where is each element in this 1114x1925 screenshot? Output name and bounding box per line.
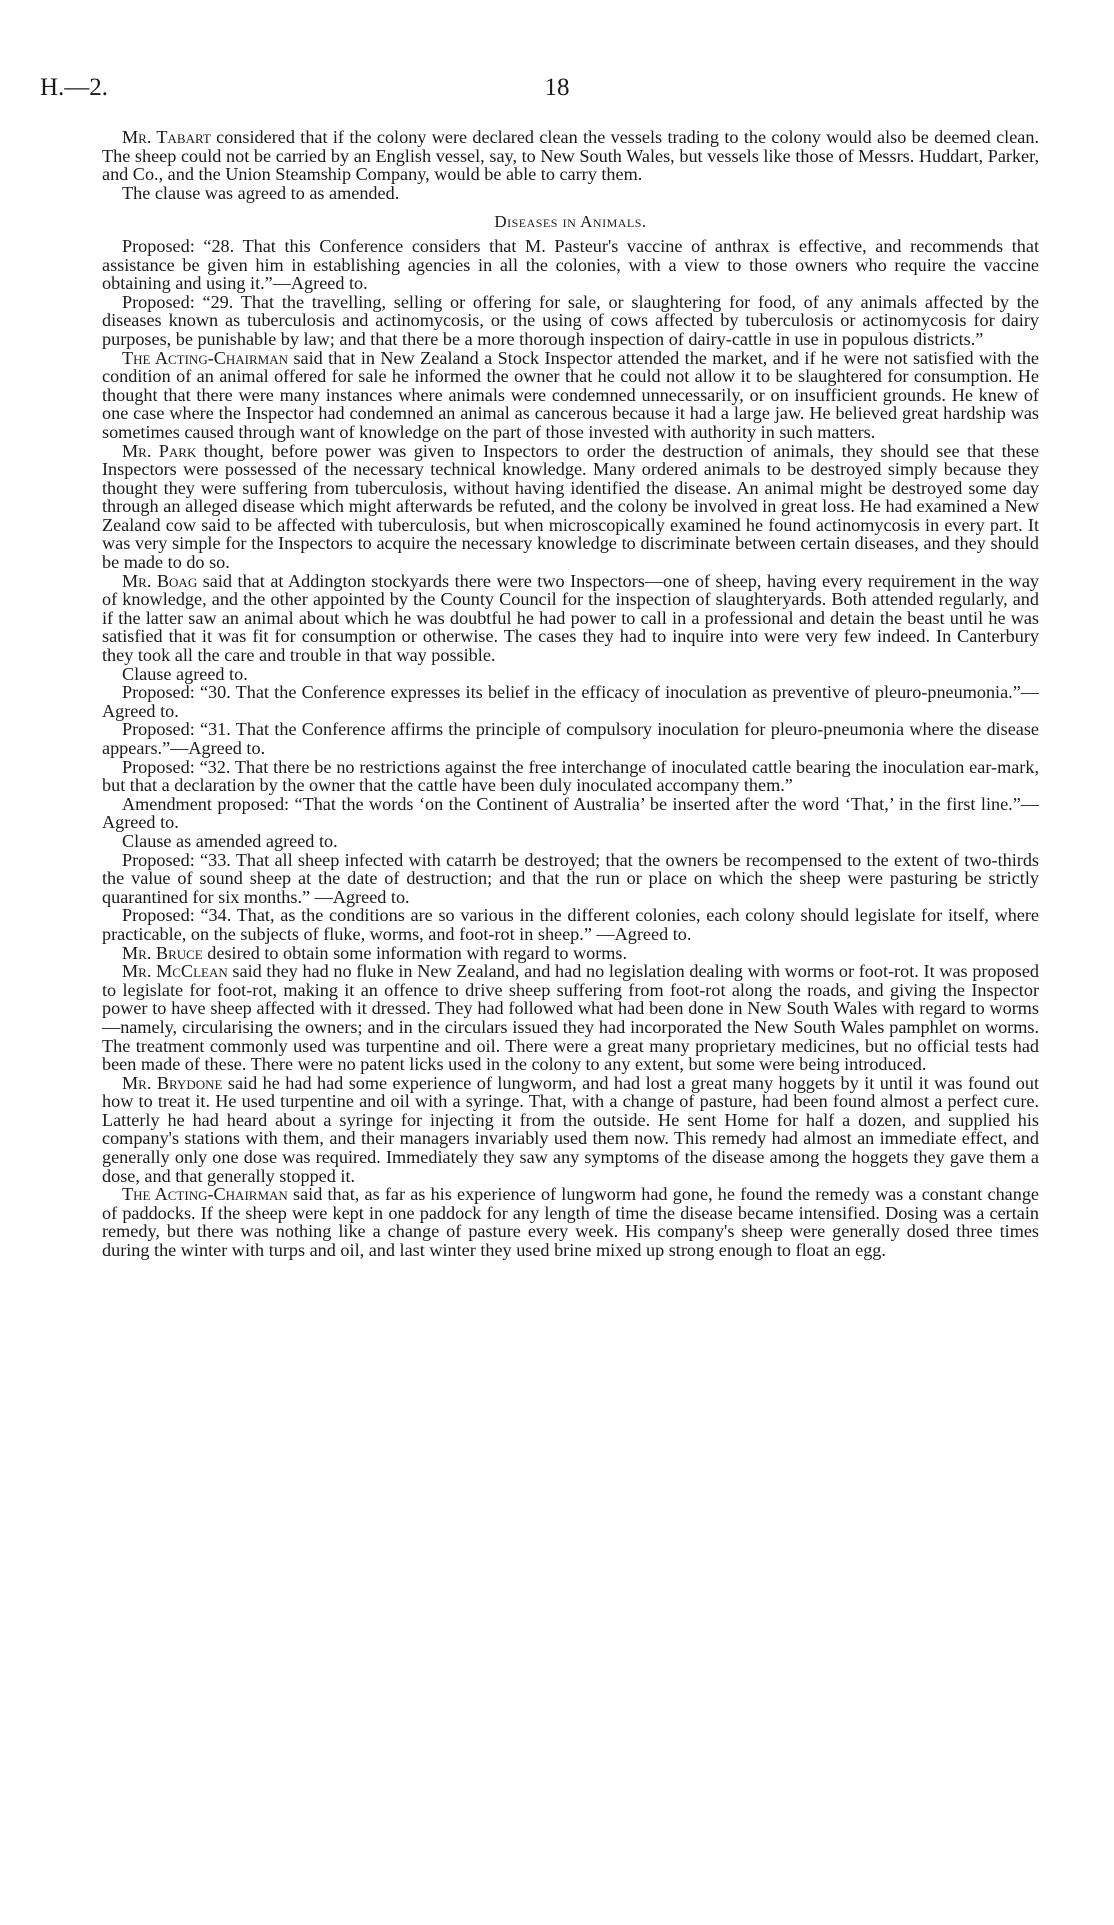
page-number: 18 xyxy=(544,74,570,101)
paragraph-text: Proposed: “34. That, as the conditions are so various in the different colonies, each colony should legislate for itself, where practicable, on the subjects of fluke, worms, and foot-rot in sheep.” —Agreed to. xyxy=(102,905,1039,944)
speaker-name: The Acting-Chairman xyxy=(122,347,289,368)
paragraph-text: Proposed: “32. That there be no restrictions against the free interchange of inoculated cattle bearing the inoculation ear-mark, but that a declaration by the owner that the cattle have been duly inoculated accompany them.” xyxy=(102,756,1039,796)
paragraph-text: Proposed: “31. That the Conference affirms the principle of compulsory inoculation for pleuro-pneumonia where the disease appears.”—Agreed to. xyxy=(102,719,1039,758)
paragraph xyxy=(102,683,1039,720)
paragraph xyxy=(102,184,1039,203)
paragraph-text: Proposed: “33. That all sheep infected with catarrh be destroyed; that the owners be recompensed to the extent of two-thirds the value of sound sheep at the date of destruction; and that the run or place on which the sheep were pasturing be strictly quarantined for six months.” —Agreed to. xyxy=(102,849,1039,907)
paragraph xyxy=(102,758,1039,795)
paragraph xyxy=(102,851,1039,907)
speaker-name: Mr. Boag xyxy=(122,570,198,591)
paragraph xyxy=(102,1185,1039,1259)
paragraph-text: said he had had some experience of lungworm, and had lost a great many hoggets by it until it was found out how to treat it. He used turpentine and oil with a syringe. That, with a change of pasture, had been found almost a perfect cure. Latterly he had heard about a syringe for injecting it from the outside. He sent Home for half a dozen, and supplied his company's stations with them, and their managers invariably used them now. This remedy had almost an immediate effect, and generally only one dose was required. Immediately they saw any symptoms of the disease among the hoggets they gave them a dose, and that generally stopped it. xyxy=(102,1072,1040,1186)
paragraph xyxy=(102,128,1039,184)
speaker-name: The Acting-Chairman xyxy=(122,1184,288,1205)
paragraph-text: said that at Addington stockyards there were two Inspectors—one of sheep, having every requirement in the way of knowledge, and the other appointed by the County Council for the inspection of slaughteryards. Both attended regularly, and if the latter saw an animal about which he was doubtful he had power to call in a professional and detain the beast until he was satisfied that it was fit for consumption or otherwise. The cases they had to inquire into were very few indeed. In Canterbury they took all the care and trouble in that way possible. xyxy=(102,570,1039,666)
paragraph xyxy=(102,665,1039,684)
paragraph-text: Clause as amended agreed to. xyxy=(122,830,338,851)
paragraph xyxy=(102,962,1039,1074)
page-body xyxy=(102,128,1039,1260)
speaker-name: Mr. Bruce xyxy=(122,942,203,963)
paragraph-text: The clause was agreed to as amended. xyxy=(122,182,400,203)
paragraph xyxy=(102,442,1039,572)
speaker-name: Mr. McClean xyxy=(122,961,228,982)
paragraph xyxy=(102,906,1039,943)
paragraph xyxy=(102,944,1039,963)
document-reference: H.—2. xyxy=(40,74,109,101)
paragraph-text: considered that if the colony were declared clean the vessels trading to the colony would also be deemed clean. The sheep could not be carried by an English vessel, say, to New South Wales, but vessels like those of Messrs. Huddart, Parker, and Co., and the Union Steamship Company, would be able to carry them. xyxy=(102,127,1039,185)
paragraph-text: said that in New Zealand a Stock Inspector attended the market, and if he were not satisfied with the condition of an animal offered for sale he informed the owner that he could not allow it to be slaughtered for consumption. He thought that there were many instances where animals were condemned unnecessarily, or on insufficient grounds. He knew of one case where the Inspector had condemned an animal as cancerous because it had a large jaw. He believed great hardship was sometimes caused through want of knowledge on the part of those invested with authority in such matters. xyxy=(102,347,1039,442)
paragraph xyxy=(102,1074,1039,1186)
paragraph-text: said they had no fluke in New Zealand, and had no legislation dealing with worms or foot-rot. It was proposed to legislate for foot-rot, making it an offence to drive sheep suffering from foot-rot along the roads, and giving the Inspector power to have sheep affected with it dressed. They had followed what had been done in New South Wales with regard to worms—namely, circularising the owners; and in the circulars issued they had incorporated the New South Wales pamphlet on worms. The treatment commonly used was turpentine and oil. There were a great many proprietary medicines, but no official tests had been made of these. There were no patent licks used in the colony to any extent, but some were being introduced. xyxy=(102,961,1039,1075)
page-header xyxy=(40,74,1074,114)
intro-paragraphs xyxy=(102,128,1039,202)
section-paragraphs xyxy=(102,237,1039,1260)
paragraph xyxy=(102,720,1039,757)
paragraph xyxy=(102,349,1039,442)
paragraph xyxy=(102,795,1039,832)
paragraph-text: Proposed: “29. That the travelling, selling or offering for sale, or slaughtering for food, of any animals affected by the diseases known as tuberculosis and actinomycosis, or the using of cows affected by tuberculosis or actinomycosis for dairy purposes, be punishable by law; and that there be a more thorough inspection of dairy-cattle in use in populous districts.” xyxy=(102,291,1039,349)
paragraph-text: Clause agreed to. xyxy=(122,663,248,684)
speaker-name: Mr. Tabart xyxy=(122,127,211,147)
speaker-name: Mr. Brydone xyxy=(122,1072,223,1093)
speaker-name: Mr. Park xyxy=(122,440,197,461)
paragraph-text: Proposed: “28. That this Conference considers that M. Pasteur's vaccine of anthrax is effective, and recommends that assistance be given him in establishing agencies in all the colonies, with a view to those owners who require the vaccine obtaining and using it.”—Agreed to. xyxy=(102,235,1039,294)
paragraph-text: thought, before power was given to Inspectors to order the destruction of animals, they should see that these Inspectors were possessed of the necessary technical knowledge. Many ordered animals to be destroyed simply because they thought they were suffering from tuberculosis, without having identified the disease. An animal might be destroyed some day through an alleged disease which might afterwards be refuted, and the colony be involved in great loss. He had examined a New Zealand cow said to be affected with tuberculosis, but when microscopically examined he found actinomycosis in every part. It was very simple for the Inspectors to acquire the necessary knowledge to discriminate between certain diseases, and they should be made to do so. xyxy=(102,440,1040,573)
paragraph xyxy=(102,832,1039,851)
section-heading: Diseases in Animals. xyxy=(494,212,647,232)
paragraph-text: Amendment proposed: “That the words ‘on the Continent of Australia’ be inserted after the word ‘That,’ in the first line.”—Agreed to. xyxy=(102,793,1039,833)
paragraph-text: said that, as far as his experience of lungworm had gone, he found the remedy was a constant change of paddocks. If the sheep were kept in one paddock for any length of time the disease became intensified. Dosing was a certain remedy, but there was nothing like a change of pasture every week. His company's sheep were generally dosed three times during the winter with turps and oil, and last winter they used brine mixed up strong enough to float an egg. xyxy=(102,1184,1039,1261)
paragraph xyxy=(102,572,1039,665)
paragraph xyxy=(102,237,1039,293)
paragraph-text: Proposed: “30. That the Conference expresses its belief in the efficacy of inoculation as preventive of pleuro-pneumonia.”—Agreed to. xyxy=(102,682,1039,721)
paragraph-text: desired to obtain some information with regard to worms. xyxy=(202,942,628,963)
paragraph xyxy=(102,293,1039,349)
